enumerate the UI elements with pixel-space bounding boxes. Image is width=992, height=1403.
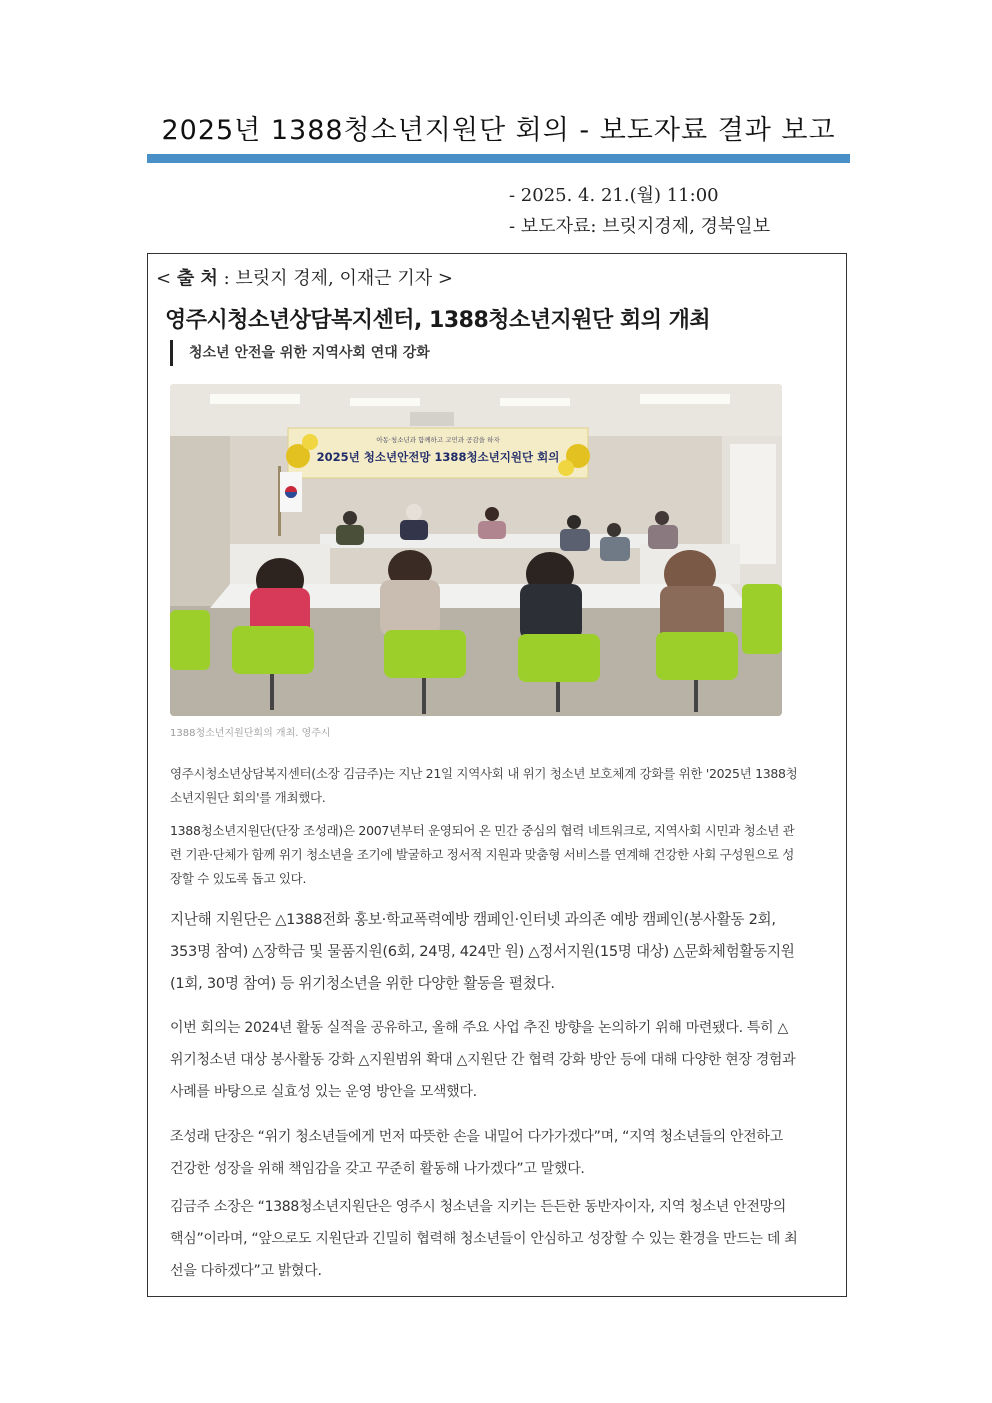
meeting-photo xyxy=(170,384,782,716)
article-clipping xyxy=(147,253,847,1297)
source-line xyxy=(156,264,453,290)
article-paragraph-2: 1388청소년지원단(단장 조성래)은 2007년부터 운영되어 온 민간 중심의 협력 네트워크로, 지역사회 시민과 청소년 관련 기관·단체가 함께 위기 청소년을 조기에 발굴하고 정서적 지원과 맞춤형 서비스를 연계해 건강한 사회 구성원으로 성장할 수 있도록 돕고 있다. xyxy=(170,823,795,886)
source-open: < xyxy=(156,268,177,289)
photo-caption: 1388청소년지원단회의 개최. 영주시 xyxy=(170,728,331,739)
banner-title-text: 2025년 청소년안전망 1388청소년지원단 회의 xyxy=(316,450,560,464)
article-paragraph-4: 이번 회의는 2024년 활동 실적을 공유하고, 올해 주요 사업 추진 방향을 논의하기 위해 마련됐다. 특히 △위기청소년 대상 봉사활동 강화 △지원범위 확대 △지원단 간 협력 강화 방안 등에 대해 다양한 현장 경험과 사례를 바탕으로 실효성 있는 운영 방안을 모색했다. xyxy=(170,1020,796,1100)
press-outlets: - 보도자료: 브릿지경제, 경북일보 xyxy=(509,216,771,237)
report-date: - 2025. 4. 21.(월) 11:00 xyxy=(509,185,719,206)
article-subheadline: 청소년 안전을 위한 지역사회 연대 강화 xyxy=(170,340,430,366)
article-paragraph-5: 조성래 단장은 “위기 청소년들에게 먼저 따뜻한 손을 내밀어 다가가겠다”며, “지역 청소년들의 안전하고 건강한 성장을 위해 책임감을 갖고 꾸준히 활동해 나가겠다”고 말했다. xyxy=(170,1129,783,1177)
source-detail: : 브릿지 경제, 이재근 기자 > xyxy=(217,268,453,289)
meeting-photo-illustration xyxy=(170,384,782,716)
banner-small-text: 아동·청소년과 함께하고 고민과 공감을 하자 xyxy=(376,436,500,444)
article-paragraph-1: 영주시청소년상담복지센터(소장 김금주)는 지난 21일 지역사회 내 위기 청소년 보호체계 강화를 위한 '2025년 1388청소년지원단 회의'를 개최했다. xyxy=(170,766,798,805)
source-label: 출 처 xyxy=(176,268,218,289)
article-paragraph-6: 김금주 소장은 “1388청소년지원단은 영주시 청소년을 지키는 든든한 동반자이자, 지역 청소년 안전망의 핵심”이라며, “앞으로도 지원단과 긴밀히 협력해 청소년들이 안심하고 성장할 수 있는 환경을 만드는 데 최선을 다하겠다”고 밝혔다. xyxy=(170,1199,798,1279)
article-paragraph-3: 지난해 지원단은 △1388전화 홍보·학교폭력예방 캠페인·인터넷 과의존 예방 캠페인(봉사활동 2회, 353명 참여) △장학금 및 물품지원(6회, 24명, 424만 원) △정서지원(15명 대상) △문화체험활동지원(1회, 30명 참여) 등 위기청소년을 위한 다양한 활동을 펼쳤다. xyxy=(170,911,795,992)
document-title: 2025년 1388청소년지원단 회의 - 보도자료 결과 보고 xyxy=(161,115,836,146)
article-headline: 영주시청소년상담복지센터, 1388청소년지원단 회의 개최 xyxy=(165,308,711,333)
title-underline xyxy=(147,154,850,163)
